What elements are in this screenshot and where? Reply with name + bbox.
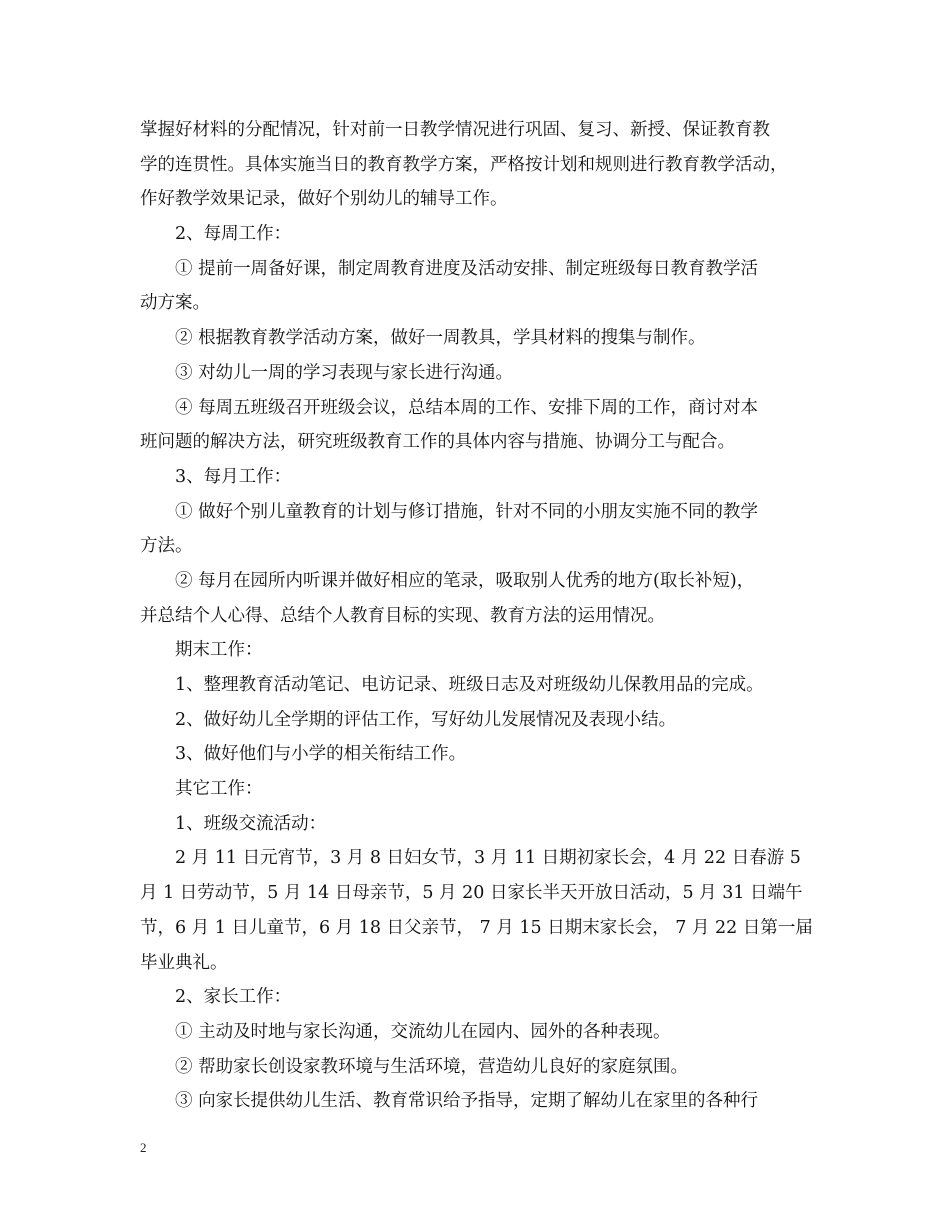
- text-line: 学的连贯性。具体实施当日的教育教学方案，严格按计划和规则进行教育教学活动，: [140, 154, 788, 175]
- text-line: 1、班级交流活动：: [175, 813, 327, 834]
- text-line: 月 1 日劳动节，5 月 14 日母亲节，5 月 20 日家长半天开放日活动，5 月 31 日端午: [140, 883, 803, 904]
- text-line: 期末工作：: [175, 640, 263, 661]
- text-line: ① 做好个别儿童教育的计划与修订措施，针对不同的小朋友实施不同的教学: [175, 501, 759, 522]
- text-line: 毕业典礼。: [140, 952, 228, 973]
- text-line: ① 主动及时地与家长沟通，交流幼儿在园内、园外的各种表现。: [175, 1021, 671, 1042]
- text-line: ③ 向家长提供幼儿生活、教育常识给予指导，定期了解幼儿在家里的各种行: [175, 1091, 759, 1112]
- page-number: 2: [140, 1140, 147, 1155]
- text-line: 2 月 11 日元宵节，3 月 8 日妇女节，3 月 11 日期初家长会，4 月 22 日春游 5: [175, 848, 801, 869]
- text-line: 节，6 月 1 日儿童节，6 月 18 日父亲节， 7 月 15 日期末家长会， 7 月 22 日第一届: [140, 917, 813, 938]
- text-line: 2、做好幼儿全学期的评估工作，写好幼儿发展情况及表现小结。: [175, 709, 677, 730]
- text-line: 作好教学效果记录，做好个别幼儿的辅导工作。: [140, 189, 508, 210]
- text-line: 动方案。: [140, 293, 210, 314]
- text-line: 方法。: [140, 536, 193, 557]
- text-line: 2、家长工作：: [175, 987, 292, 1008]
- text-line: 1、整理教育活动笔记、电访记录、班级日志及对班级幼儿保教用品的完成。: [175, 675, 764, 695]
- text-line: 3、每月工作：: [175, 466, 292, 487]
- text-line: ② 每月在园所内听课并做好相应的笔录，吸取别人优秀的地方(取长补短)，: [175, 570, 755, 591]
- document-body: [140, 113, 816, 1119]
- text-line: ④ 每周五班级召开班级会议，总结本周的工作、安排下周的工作，商讨对本: [175, 397, 759, 418]
- text-line: 并总结个人心得、总结个人教育目标的实现、教育方法的运用情况。: [140, 605, 665, 626]
- text-line: ② 帮助家长创设家教环境与生活环境，营造幼儿良好的家庭氛围。: [175, 1056, 689, 1077]
- text-line: 班问题的解决方法，研究班级教育工作的具体内容与措施、协调分工与配合。: [140, 432, 735, 453]
- text-line: 掌握好材料的分配情况，针对前一日教学情况进行巩固、复习、新授、保证教育教: [140, 120, 770, 140]
- text-line: 2、每周工作：: [175, 224, 292, 245]
- text-line: ② 根据教育教学活动方案，做好一周教具，学具材料的搜集与制作。: [175, 328, 706, 349]
- text-line: ① 提前一周备好课，制定周教育进度及活动安排、制定班级每日教育教学活: [175, 258, 759, 279]
- text-line: ③ 对幼儿一周的学习表现与家长进行沟通。: [175, 362, 514, 383]
- text-line: 其它工作：: [175, 779, 263, 800]
- text-line: 3、做好他们与小学的相关衔结工作。: [175, 744, 467, 765]
